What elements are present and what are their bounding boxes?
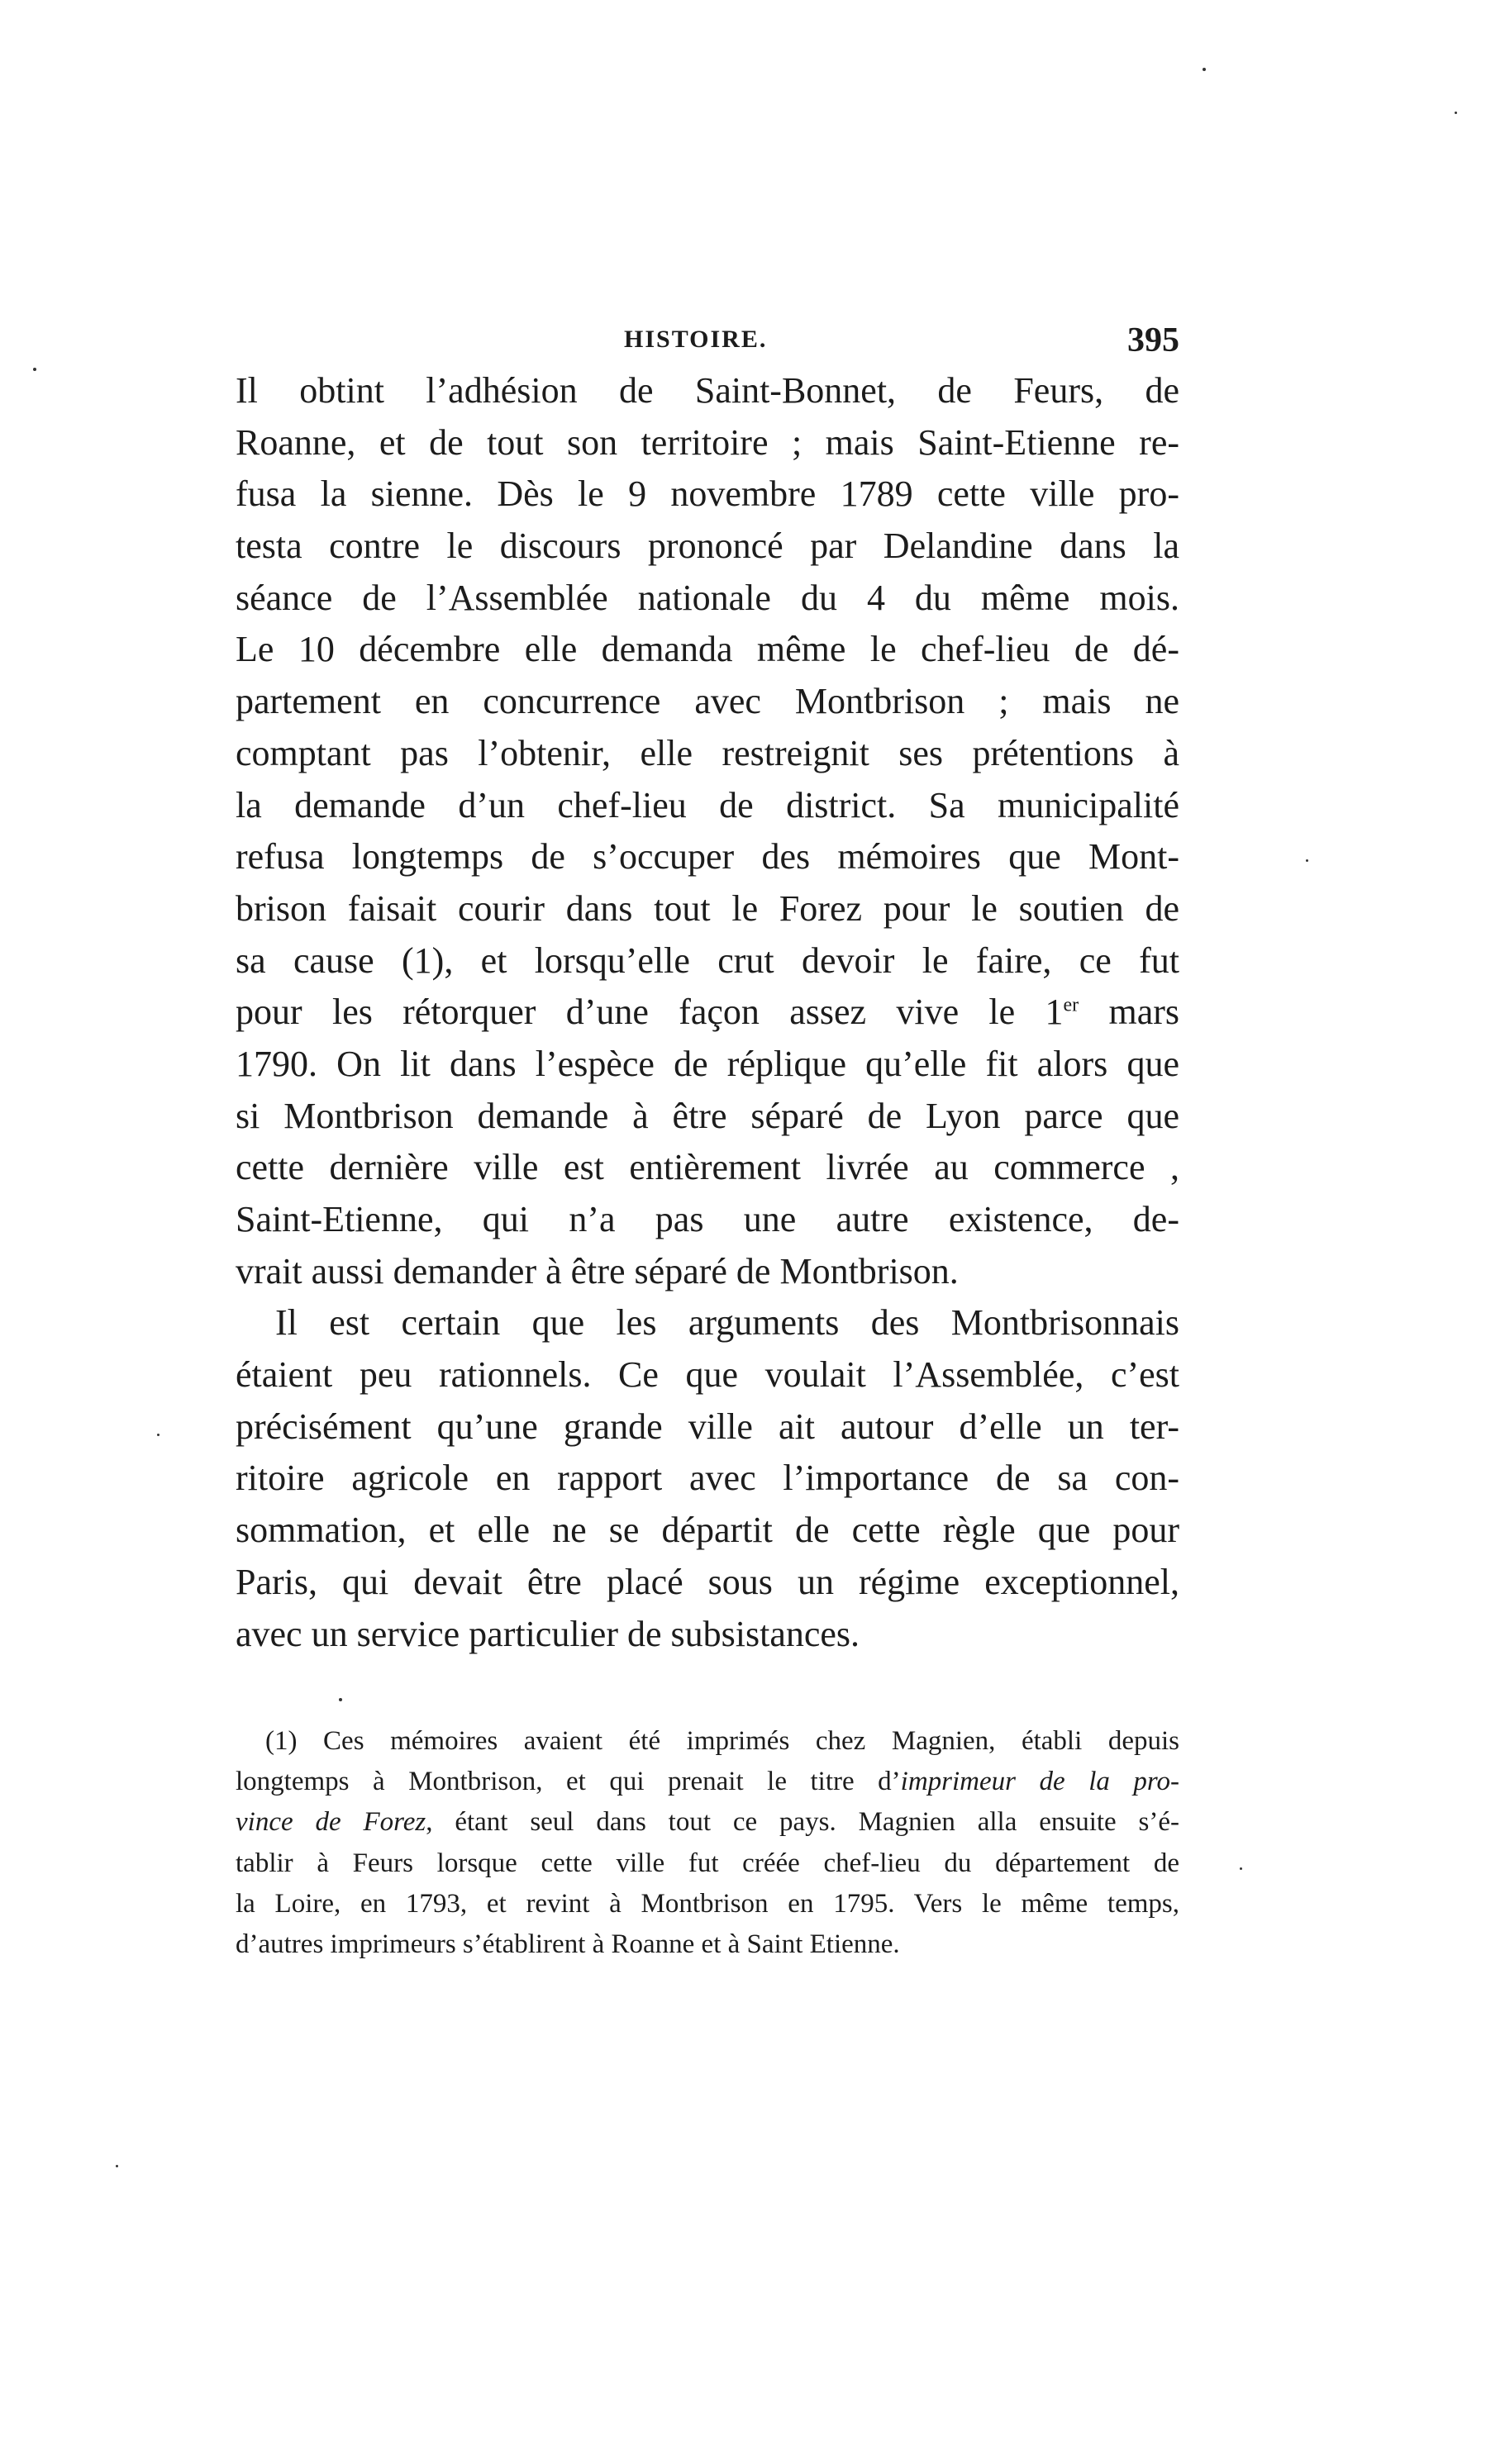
text-line: Il obtint l’adhésion de Saint-Bonnet, de Feurs, de	[236, 370, 1179, 411]
footnote-text: , étant seul dans tout ce pays. Magnien alla ensuite s’é-	[426, 1807, 1179, 1838]
scan-speck	[339, 1698, 342, 1701]
running-head	[236, 321, 1179, 360]
scan-speck	[1306, 859, 1308, 862]
scan-speck	[116, 2165, 118, 2167]
text-line: Paris, qui devait être placé sous un régime exceptionnel,	[236, 1561, 1179, 1602]
text-line: ritoire agricole en rapport avec l’importance de sa con-	[236, 1458, 1179, 1499]
text-line: avec un service particulier de subsistances.	[236, 1613, 860, 1654]
scan-speck	[33, 368, 36, 371]
body-text	[236, 365, 1179, 1660]
text-line: refusa longtemps de s’occuper des mémoires que Mont-	[236, 836, 1179, 878]
text-line: Il est certain que les arguments des Montbrisonnais	[275, 1302, 1179, 1344]
text-line: vrait aussi demander à être séparé de Montbrison.	[236, 1250, 959, 1291]
text-line: Roanne, et de tout son territoire ; mais Saint-Etienne re-	[236, 421, 1179, 463]
text-line: comptant pas l’obtenir, elle restreignit ses prétentions à	[236, 732, 1179, 773]
text-line: testa contre le discours prononcé par Delandine dans la	[236, 526, 1179, 567]
footnote-text: longtemps à Montbrison, et qui prenait le titre d’	[236, 1767, 901, 1797]
text-line: si Montbrison demande à être séparé de Lyon parce que	[236, 1095, 1179, 1136]
text-line: 1790. On lit dans l’espèce de réplique qu’elle fit alors que	[236, 1043, 1179, 1084]
page-number: 395	[1127, 321, 1179, 359]
text-line: sommation, et elle ne se départit de cette règle que pour	[236, 1510, 1179, 1551]
text-line: partement en concurrence avec Montbrison ; mais ne	[236, 681, 1179, 722]
scan-speck	[1455, 112, 1457, 114]
text-line-start: pour les rétorquer d’une façon assez vive le 1	[236, 992, 1064, 1033]
scan-speck	[157, 1434, 160, 1436]
footnote	[236, 1721, 1179, 1965]
footnote-line: d’autres imprimeurs s’établirent à Roanne et à Saint Etienne.	[236, 1929, 900, 1959]
text-line-end: mars	[1079, 992, 1179, 1033]
text-line: Saint-Etienne, qui n’a pas une autre existence, de-	[236, 1199, 1179, 1239]
footnote-italic: imprimeur de la pro-	[900, 1767, 1180, 1797]
footnote-line: la Loire, en 1793, et revint à Montbrison en 1795. Vers le même temps,	[236, 1888, 1179, 1919]
footnote-italic: vince de Forez	[236, 1807, 426, 1838]
text-line: précisément qu’une grande ville ait autour d’elle un ter-	[236, 1406, 1179, 1447]
running-title: HISTOIRE.	[624, 326, 768, 353]
text-line: la demande d’un chef-lieu de district. Sa municipalité	[236, 784, 1179, 825]
text-line: fusa la sienne. Dès le 9 novembre 1789 cette ville pro-	[236, 473, 1179, 515]
text-line: Le 10 décembre elle demanda même le chef-lieu de dé-	[236, 629, 1179, 670]
text-line: brison faisait courir dans tout le Forez pour le soutien de	[236, 887, 1179, 929]
text-line: séance de l’Assemblée nationale du 4 du même mois.	[236, 577, 1179, 618]
footnote-line	[236, 1802, 1179, 1843]
text-line	[236, 987, 1179, 1039]
text-line: sa cause (1), et lorsqu’elle crut devoir le faire, ce fut	[236, 939, 1179, 981]
scan-speck	[1240, 1867, 1242, 1870]
text-line: cette dernière ville est entièrement livrée au commerce ,	[236, 1147, 1179, 1188]
scan-speck	[1203, 68, 1206, 71]
footnote-line: tablir à Feurs lorsque cette ville fut créée chef-lieu du département de	[236, 1848, 1179, 1878]
text-line: étaient peu rationnels. Ce que voulait l’Assemblée, c’est	[236, 1354, 1179, 1396]
superscript: er	[1063, 994, 1079, 1016]
footnote-line	[236, 1762, 1179, 1802]
footnote-line: (1) Ces mémoires avaient été imprimés chez Magnien, établi depuis	[265, 1726, 1179, 1756]
